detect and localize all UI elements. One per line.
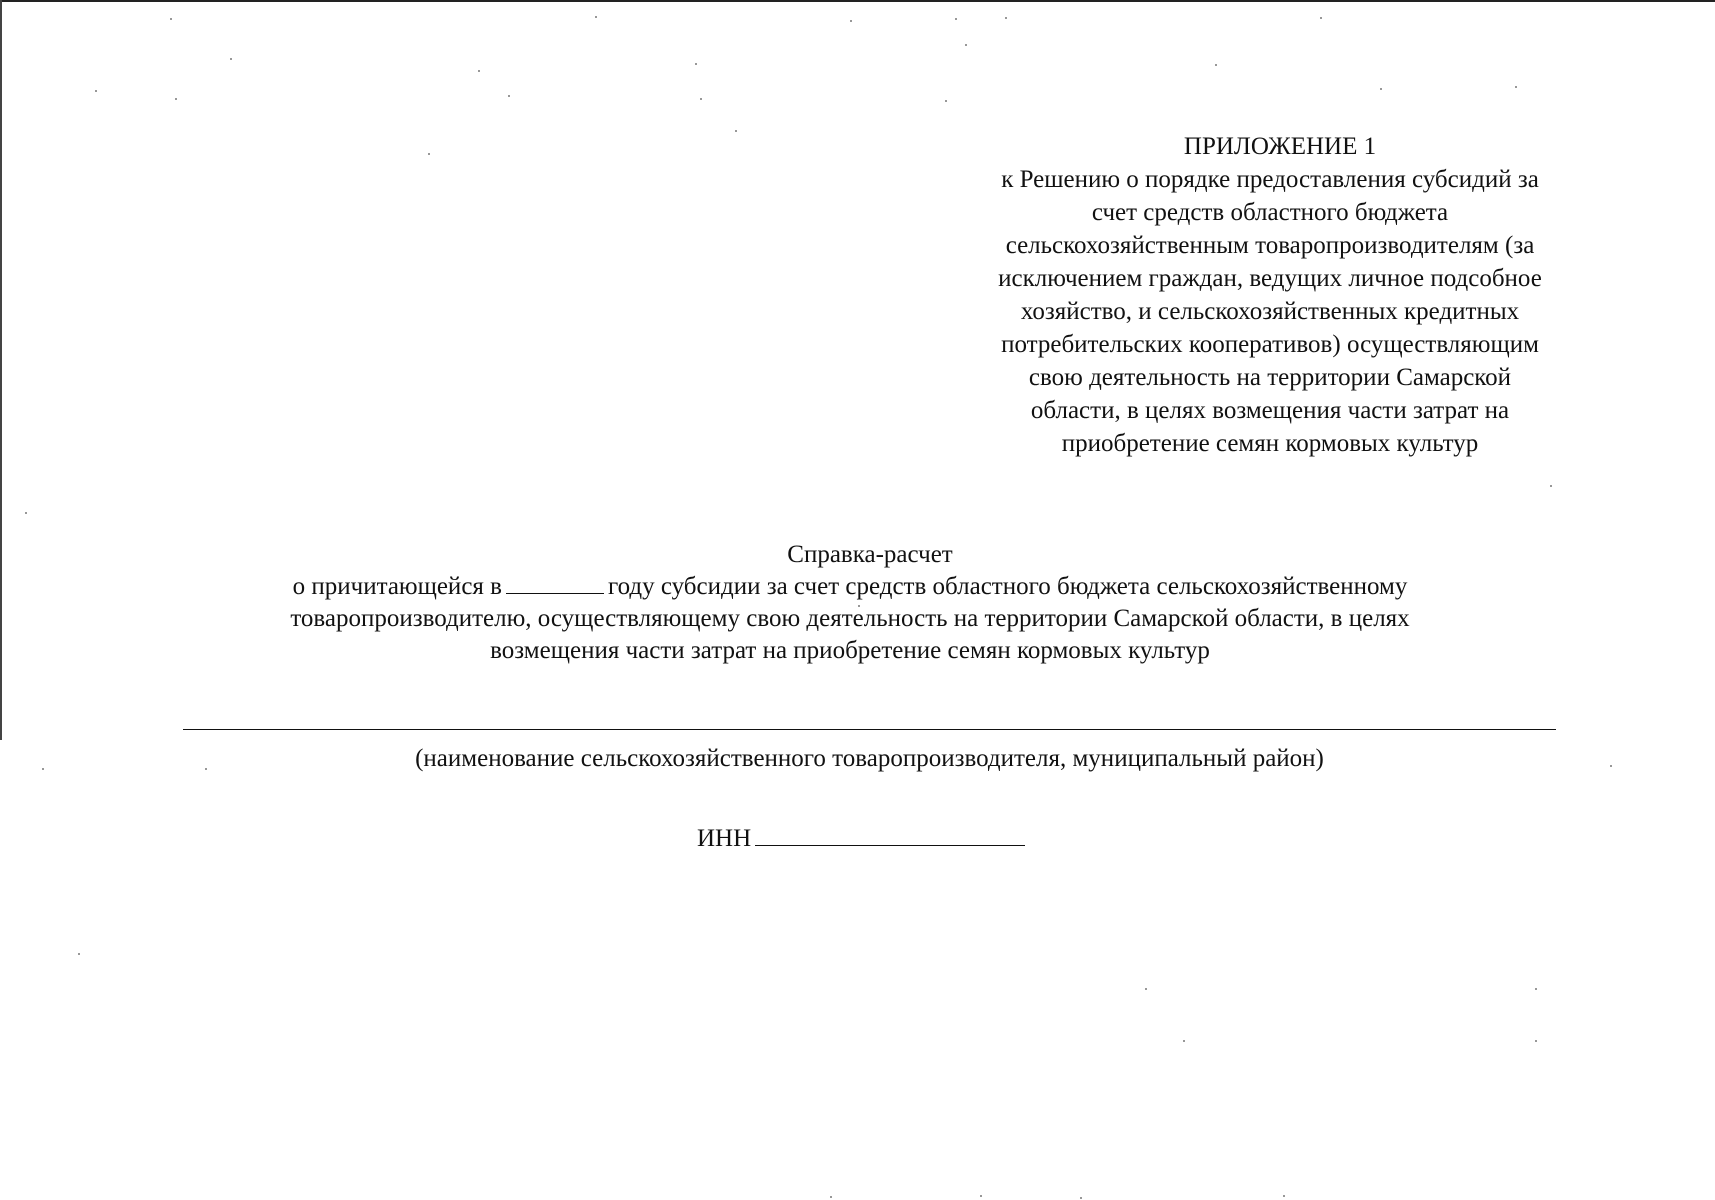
year-blank-field[interactable]	[506, 571, 604, 594]
calculation-line-1	[180, 571, 1520, 603]
calculation-line-3: возмещения части затрат на приобретение семян кормовых культур	[490, 637, 1210, 664]
scan-border-left	[0, 0, 2, 740]
appendix-line: сельскохозяйственным товаропроизводителям (за	[1005, 232, 1535, 259]
appendix-line: свою деятельность на территории Самарской	[1028, 364, 1512, 391]
scan-border-top	[0, 0, 1715, 2]
appendix-block	[950, 130, 1590, 460]
calculation-line-2: товаропроизводителю, осуществляющему свою деятельность на территории Самарской области, в целях	[290, 605, 1410, 632]
producer-name-caption: (наименование сельскохозяйственного товаропроизводителя, муниципальный район)	[415, 745, 1324, 772]
appendix-line: приобретение семян кормовых культур	[1061, 430, 1479, 457]
inn-row	[697, 821, 1025, 855]
appendix-line: области, в целях возмещения части затрат на	[1030, 397, 1510, 424]
inn-field[interactable]	[755, 821, 1025, 846]
calculation-line-1-start: о причитающейся в	[292, 573, 502, 600]
calculation-line-1-end: году субсидии за счет средств областного бюджета сельскохозяйственному	[607, 573, 1408, 600]
appendix-line: исключением граждан, ведущих личное подсобное	[998, 265, 1542, 292]
producer-name-field[interactable]	[183, 729, 1556, 730]
appendix-line: счет средств областного бюджета	[1091, 199, 1449, 226]
appendix-line: потребительских кооперативов) осуществляющим	[1001, 331, 1539, 358]
appendix-line: хозяйство, и сельскохозяйственных кредитных	[1020, 298, 1520, 325]
inn-label: ИНН	[697, 825, 752, 852]
appendix-line: к Решению о порядке предоставления субсидий за	[1001, 166, 1539, 193]
calculation-description	[180, 571, 1520, 667]
appendix-title: ПРИЛОЖЕНИЕ 1	[1183, 133, 1377, 160]
calculation-title: Справка-расчет	[787, 541, 953, 568]
